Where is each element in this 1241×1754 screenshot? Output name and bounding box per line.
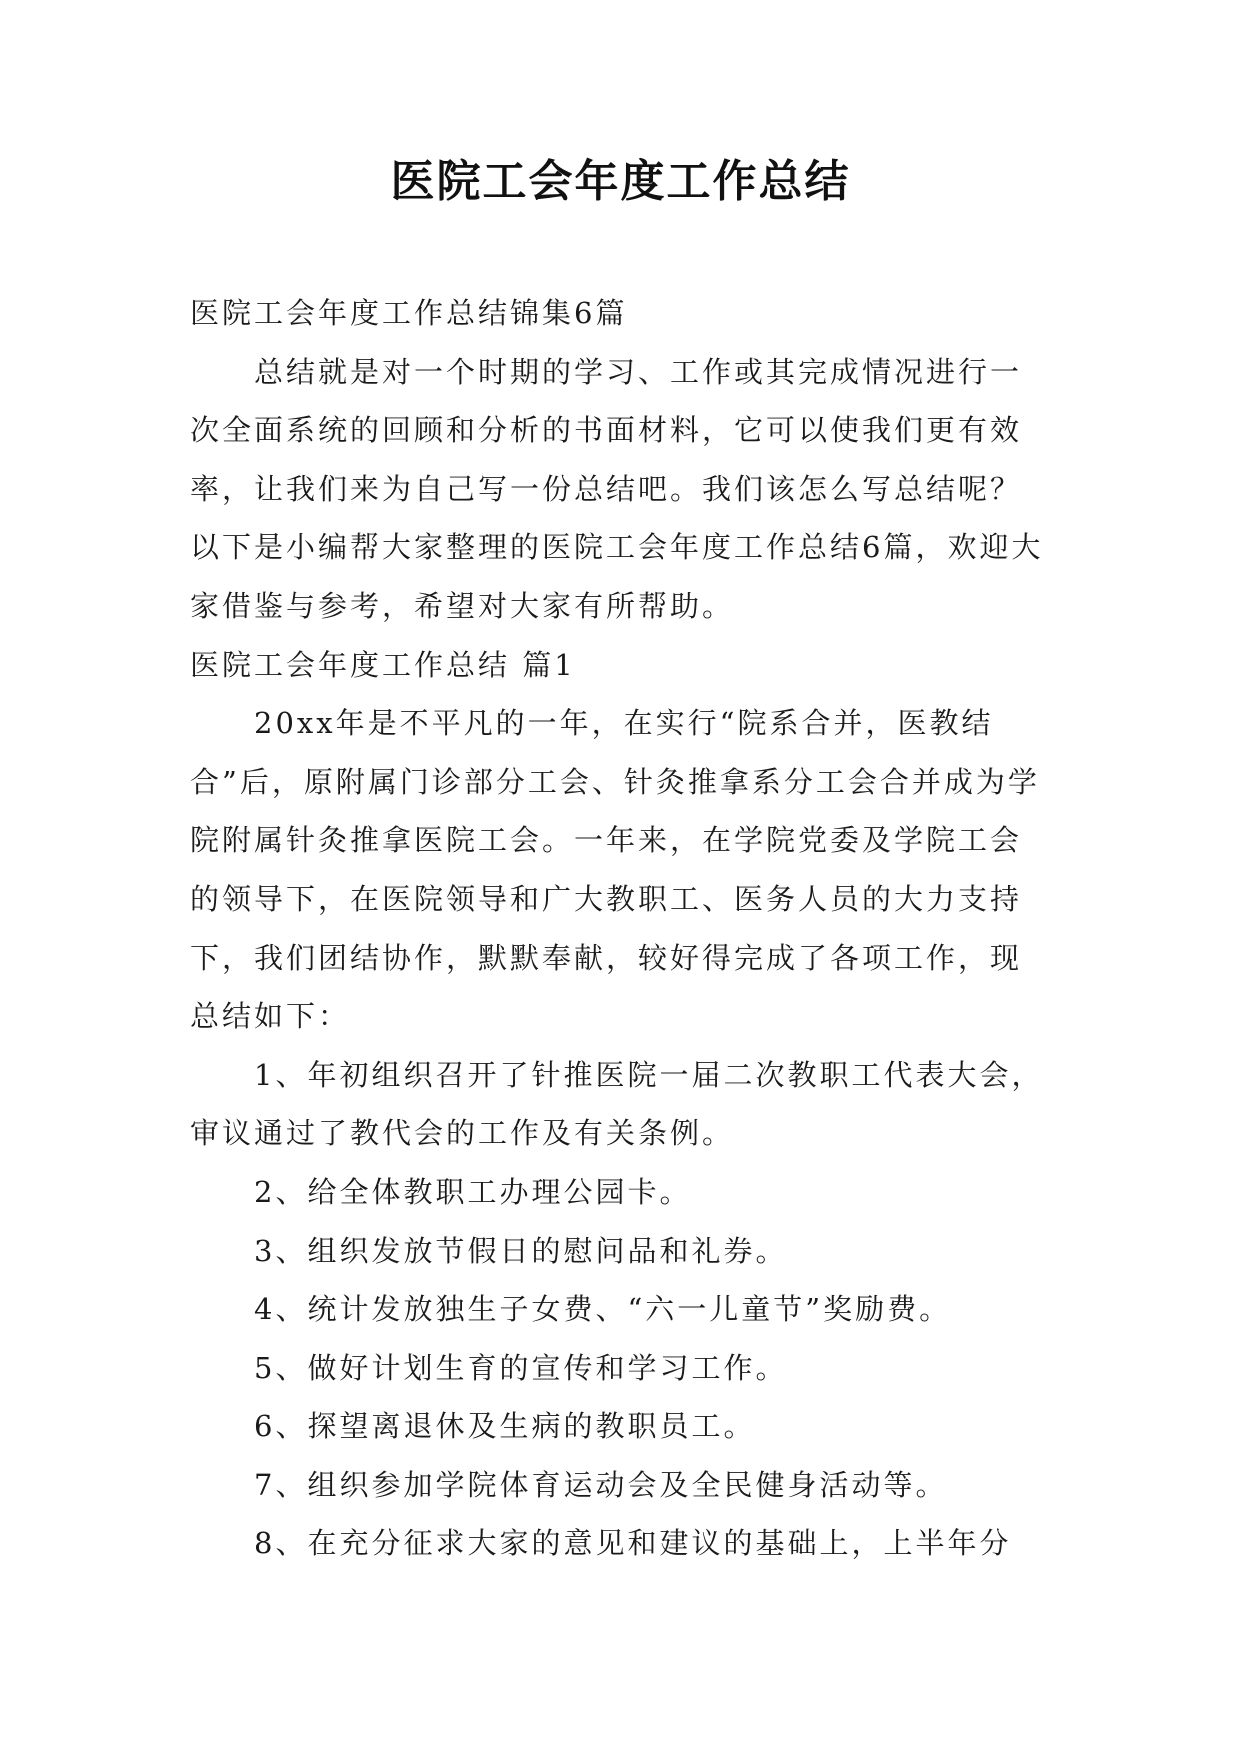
section-heading: 医院工会年度工作总结 篇1 xyxy=(190,647,576,682)
list-item: 3、组织发放节假日的慰问品和礼券。 xyxy=(254,1233,788,1268)
list-item: 4、统计发放独生子女费、“六一儿童节”奖励费。 xyxy=(254,1292,952,1327)
document-body xyxy=(190,284,1050,1573)
list-item: 5、做好计划生育的宣传和学习工作。 xyxy=(254,1350,788,1385)
section-paragraph: 20xx年是不平凡的一年，在实行“院系合并，医教结合”后，原附属门诊部分工会、针灸推拿系分工会合并成为学院附属针灸推拿医院工会。一年来，在学院党委及学院工会的领导下，在医院领导和广大教职工、医务人员的大力支持下，我们团结协作，默默奉献，较好得完成了各项工作，现总结如下： xyxy=(190,706,1040,1034)
list-item: 8、在充分征求大家的意见和建议的基础上，上半年分 xyxy=(254,1526,1012,1561)
document-title: 医院工会年度工作总结 xyxy=(390,156,851,207)
list-item: 1、年初组织召开了针推医院一届二次教职工代表大会，审议通过了教代会的工作及有关条例。 xyxy=(190,1057,1044,1151)
intro-paragraph: 总结就是对一个时期的学习、工作或其完成情况进行一次全面系统的回顾和分析的书面材料，它可以使我们更有效率，让我们来为自己写一份总结吧。我们该怎么写总结呢？以下是小编帮大家整理的医院工会年度工作总结6篇，欢迎大家借鉴与参考，希望对大家有所帮助。 xyxy=(190,354,1044,623)
list-item: 2、给全体教职工办理公园卡。 xyxy=(254,1174,692,1209)
subtitle-line: 医院工会年度工作总结锦集6篇 xyxy=(190,296,628,330)
list-item: 6、探望离退休及生病的教职员工。 xyxy=(254,1409,756,1444)
list-item: 7、组织参加学院体育运动会及全民健身活动等。 xyxy=(254,1467,948,1502)
